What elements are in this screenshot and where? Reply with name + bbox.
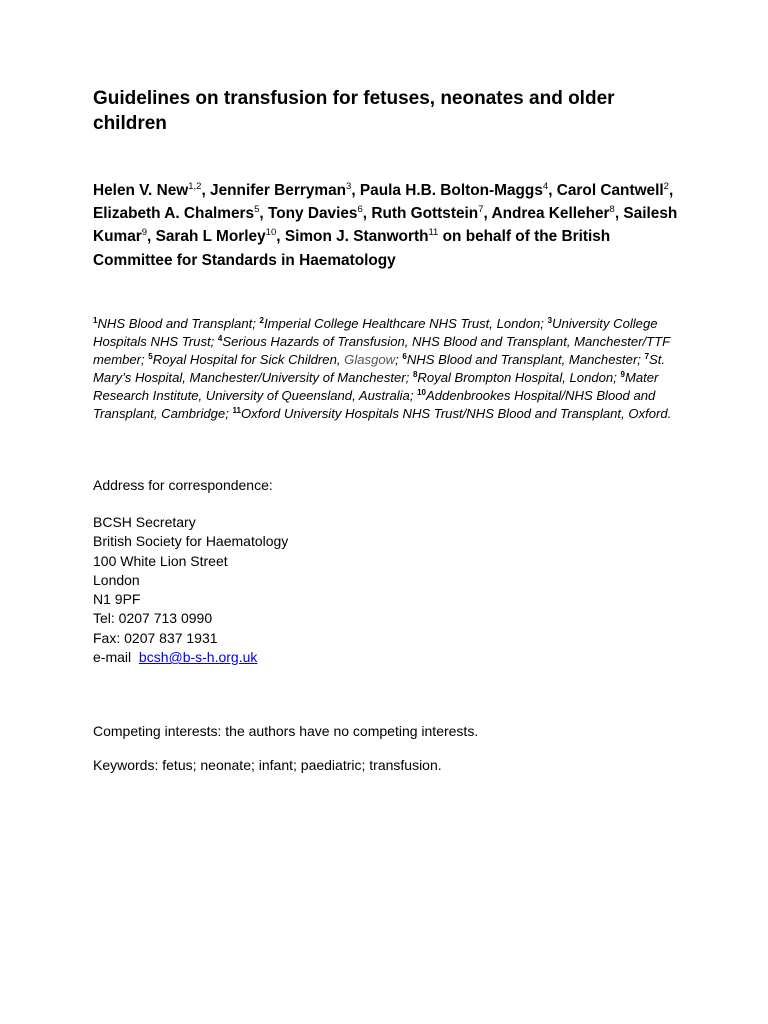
author-name: Sailesh Kumar: [93, 205, 678, 246]
author-affiliation-marker: 8: [609, 204, 615, 216]
affiliation-text: NHS Blood and Transplant;: [97, 316, 260, 331]
affiliation-separator: ;: [395, 351, 403, 367]
author-name: Carol Cantwell: [556, 182, 664, 199]
author-affiliation-marker: 7: [478, 204, 484, 216]
address-line: British Society for Haematology: [93, 533, 289, 550]
email-row: [93, 648, 288, 667]
affiliation-marker: 8: [412, 369, 418, 379]
author-separator: ,: [548, 182, 557, 199]
author-name: Simon J. Stanworth: [284, 228, 429, 246]
affiliations: [93, 315, 693, 422]
authors-suffix: on behalf of the British Committee for Standards in Haematology: [93, 228, 611, 269]
affiliation-marker: 5: [148, 351, 153, 361]
author-separator: ,: [668, 182, 674, 199]
author-name: Andrea Kelleher: [491, 205, 610, 223]
author-name: Jennifer Berryman: [210, 182, 347, 199]
affiliation-marker: 4: [217, 333, 223, 343]
competing-interests: Competing interests: the authors have no competing interests.: [93, 723, 479, 739]
affiliation-text: NHS Blood and Transplant, Manchester;: [406, 351, 645, 367]
affiliation-text: St. Mary’s Hospital, Manchester/University of Manchester;: [93, 351, 666, 385]
author-affiliation-marker: 2: [663, 181, 669, 192]
fax: Fax: 0207 837 1931: [93, 629, 218, 646]
affiliation-text: Serious Hazards of Transfusion, NHS Blood and Transplant, Manchester/TTF member;: [93, 333, 670, 367]
author-separator: ,: [614, 205, 624, 223]
affiliation-city: Glasgow: [344, 351, 396, 367]
affiliation-marker: 6: [402, 351, 407, 361]
author-name: Elizabeth A. Chalmers: [93, 205, 255, 223]
address-line: London: [93, 571, 140, 588]
affiliation-marker: 2: [259, 316, 264, 325]
address-line: N1 9PF: [93, 591, 141, 608]
author-separator: ,: [351, 182, 360, 199]
author-affiliation-marker: 9: [141, 227, 148, 239]
author-list: [93, 179, 693, 272]
affiliation-text: Addenbrookes Hospital/NHS Blood and Transplant, Cambridge;: [93, 387, 656, 421]
author-name: Ruth Gottstein: [371, 205, 479, 223]
author-affiliation-marker: 11: [428, 227, 439, 239]
telephone: Tel: 0207 713 0990: [93, 610, 213, 627]
author-affiliation-marker: 3: [346, 181, 352, 192]
affiliation-text: Royal Brompton Hospital, London;: [417, 369, 621, 385]
author-separator: ,: [259, 205, 268, 223]
author-affiliation-marker: 1,2: [188, 181, 202, 192]
email-link[interactable]: bcsh@b-s-h.org.uk: [138, 649, 258, 666]
affiliation-text: Imperial College Healthcare NHS Trust, London;: [263, 316, 548, 331]
affiliation-marker: 9: [620, 369, 625, 379]
affiliation-marker: 11: [232, 405, 241, 415]
affiliation-marker: 1: [93, 316, 98, 325]
author-separator: ,: [483, 205, 492, 223]
author-separator: ,: [362, 205, 372, 223]
keywords: Keywords: fetus; neonate; infant; paediatric; transfusion.: [93, 757, 442, 773]
author-name: Helen V. New: [93, 182, 189, 199]
paper-title: Guidelines on transfusion for fetuses, neonates and older children: [93, 88, 615, 134]
author-name: Tony Davies: [267, 205, 358, 223]
affiliation-marker: 3: [547, 316, 553, 325]
correspondence-label: Address for correspondence:: [93, 477, 273, 493]
affiliation-text: Oxford University Hospitals NHS Trust/NHS Blood and Transplant, Oxford.: [240, 405, 672, 421]
author-affiliation-marker: 5: [254, 204, 260, 216]
affiliation-text: Royal Hospital for Sick Children,: [152, 351, 345, 367]
address-line: 100 White Lion Street: [93, 552, 228, 569]
correspondence-address: [93, 513, 288, 667]
affiliation-marker: 7: [644, 351, 650, 361]
author-name: Paula H.B. Bolton-Maggs: [359, 182, 543, 199]
author-affiliation-marker: 10: [265, 227, 277, 239]
affiliation-text: University College Hospitals NHS Trust;: [93, 316, 658, 349]
email-label: e-mail: [93, 649, 132, 666]
author-affiliation-marker: 4: [542, 181, 549, 192]
address-line: BCSH Secretary: [93, 514, 196, 530]
author-separator: ,: [201, 182, 211, 199]
author-separator: ,: [147, 228, 156, 246]
affiliation-text: Mater Research Institute, University of Queensland, Australia;: [93, 369, 659, 403]
author-separator: ,: [276, 228, 285, 246]
author-affiliation-marker: 6: [357, 204, 363, 216]
author-name: Sarah L Morley: [155, 228, 266, 246]
affiliation-marker: 10: [417, 387, 427, 397]
